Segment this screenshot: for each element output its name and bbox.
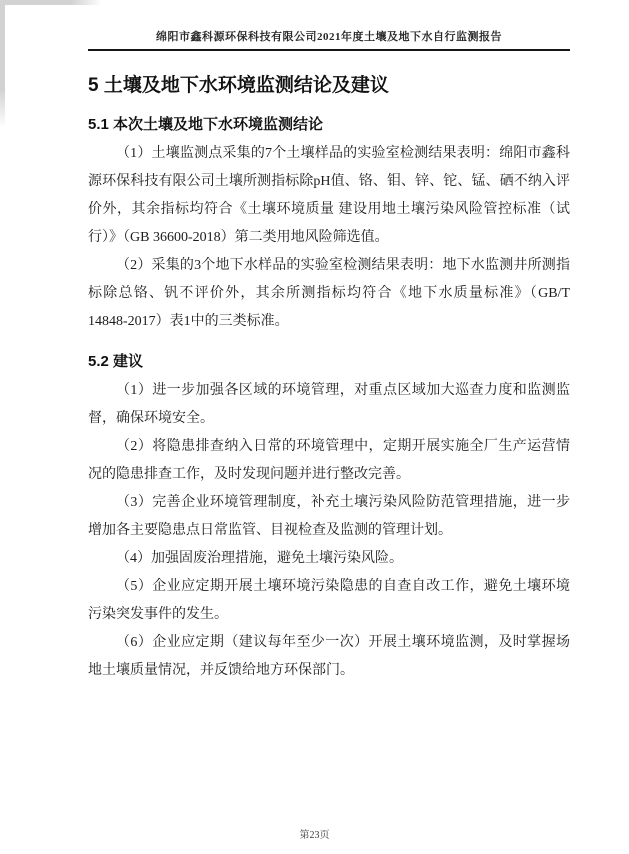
chapter-title: 5 土壤及地下水环境监测结论及建议 xyxy=(88,75,389,96)
paragraph: （4）加强固废治理措施，避免土壤污染风险。 xyxy=(116,551,403,566)
section-heading-5-2: 5.2 建议 xyxy=(88,353,144,370)
paragraph: （1）土壤监测点采集的7个土壤样品的实验室检测结果表明：绵阳市鑫科源环保科技有限公司土壤所测指标除pH值、铬、钼、锌、铊、锰、硒不纳入评价外，其余指标均符合《土壤环境质量 建设用地土壤污染风险管控标准（试行）》（GB 36600-2018）第二类用地风险筛选值。 xyxy=(88,146,570,245)
paragraph: （6）企业应定期（建议每年至少一次）开展土壤环境监测，及时掌握场地土壤质量情况，并反馈给地方环保部门。 xyxy=(88,635,570,678)
paragraph: （1）进一步加强各区域的环境管理，对重点区域加大巡查力度和监测监督，确保环境安全。 xyxy=(88,383,570,426)
page-header xyxy=(88,0,570,51)
scan-shadow-left xyxy=(0,0,5,128)
paragraph: （3）完善企业环境管理制度，补充土壤污染风险防范管理措施，进一步增加各主要隐患点日常监管、目视检查及监测的管理计划。 xyxy=(88,495,570,538)
scan-shadow-top xyxy=(0,0,102,5)
page-footer xyxy=(0,826,629,841)
document-body xyxy=(88,73,570,685)
paragraph: （2）采集的3个地下水样品的实验室检测结果表明：地下水监测井所测指标除总铬、钒不评价外，其余所测指标均符合《地下水质量标准》（GB/T 14848-2017）表1中的三类标准。 xyxy=(88,258,570,329)
paragraph: （5）企业应定期开展土壤环境污染隐患的自查自改工作，避免土壤环境污染突发事件的发生。 xyxy=(88,579,570,622)
section-heading-5-1: 5.1 本次土壤及地下水环境监测结论 xyxy=(88,116,324,133)
page-number: 第23页 xyxy=(299,830,330,841)
paragraph: （2）将隐患排查纳入日常的环境管理中，定期开展实施全厂生产运营情况的隐患排查工作，及时发现问题并进行整改完善。 xyxy=(88,439,570,482)
page-header-text: 绵阳市鑫科源环保科技有限公司2021年度土壤及地下水自行监测报告 xyxy=(156,31,502,43)
